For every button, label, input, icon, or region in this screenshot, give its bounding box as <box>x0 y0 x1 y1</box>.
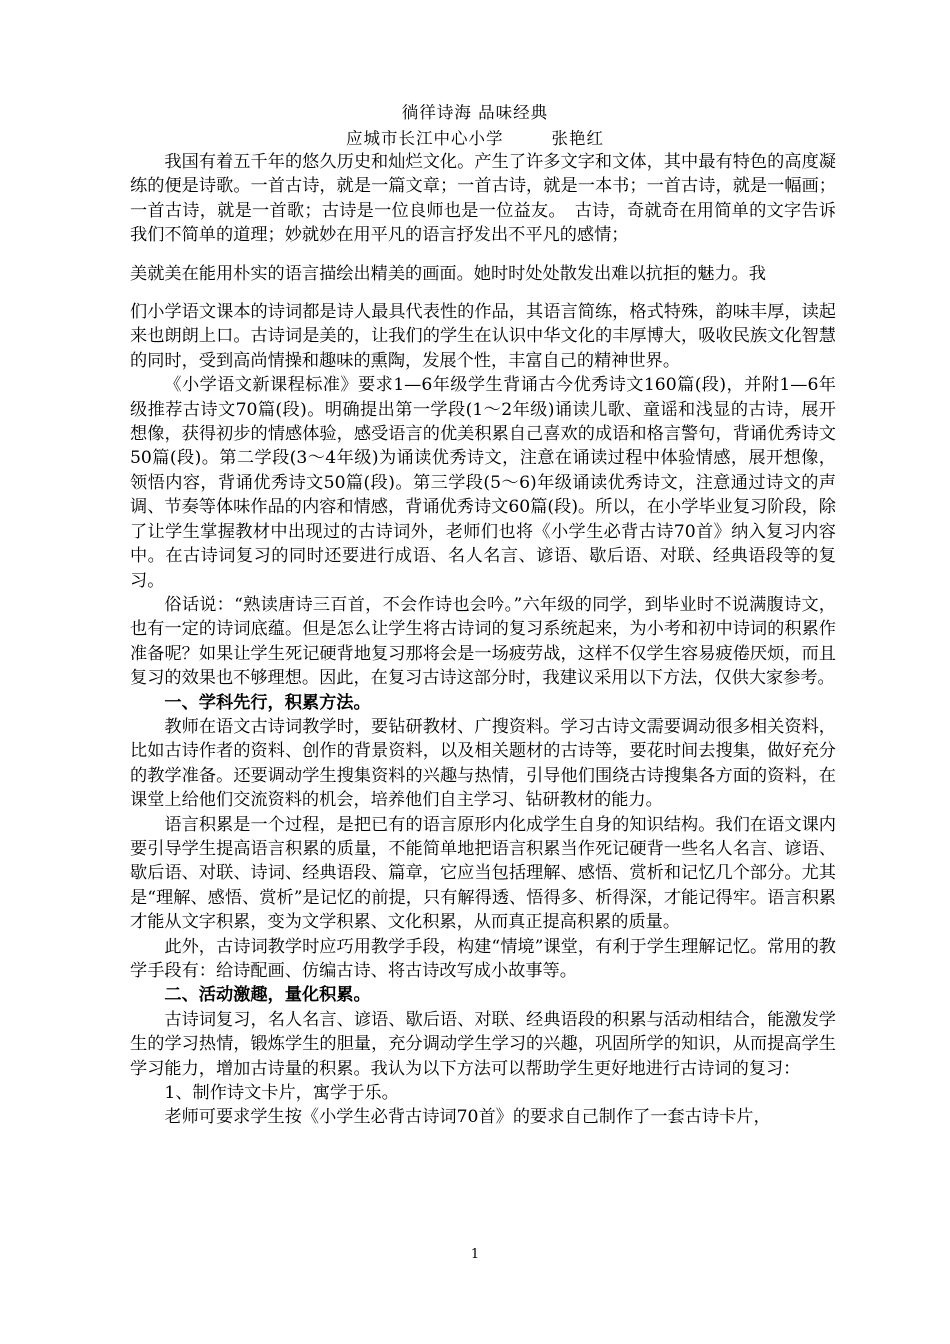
paragraph: 们小学语文课本的诗词都是诗人最具代表性的作品，其语言简练，格式特殊，韵味丰厚，读起来也朗朗上口。古诗词是美的，让我们的学生在认识中华文化的丰厚博大，吸收民族文化智慧的同时，受到高尚情操和趣味的熏陶，发展个性，丰富自己的精神世界。 <box>130 302 836 371</box>
section-heading: 二、活动激趣，量化积累。 <box>164 985 371 1006</box>
paragraph: 我国有着五千年的悠久历史和灿烂文化。产生了许多文字和文体，其中最有特色的高度凝练的便是诗歌。一首古诗，就是一篇文章；一首古诗，就是一本书；一首古诗，就是一幅画；一首古诗，就是一首歌；古诗是一位良师也是一位益友。 古诗，奇就奇在用简单的文字告诉我们不简单的道理；妙就妙在用平凡的语言抒发出不平凡的感情； <box>130 152 836 246</box>
page-number: 1 <box>470 1247 480 1262</box>
paragraph: 美就美在能用朴实的语言描绘出精美的画面。她时时处处散发出难以抗拒的魅力。我 <box>130 263 766 284</box>
author-line <box>0 126 950 152</box>
paragraph: 《小学语文新课程标准》要求1—6年级学生背诵古今优秀诗文160篇(段)，并附1—6年级推荐古诗文70篇(段)。明确提出第一学段(1～2年级)诵读儿歌、童谣和浅显的古诗，展开想像，获得初步的情感体验，感受语言的优美积累自己喜欢的成语和格言警句，背诵优秀诗文50篇(段)。第二学段(3～4年级)为诵读优秀诗文，注意在诵读过程中体验情感，展开想像，领悟内容，背诵优秀诗文50篇(段)。第三学段(5～6)年级诵读优秀诗文，注意通过诗文的声调、节奏等体味作品的内容和情感，背诵优秀诗文60篇(段)。所以，在小学毕业复习阶段，除了让学生掌握教材中出现过的古诗词外，老师们也将《小学生必背古诗70首》纳入复习内容中。在古诗词复习的同时还要进行成语、名人名言、谚语、歇后语、对联、经典语段等的复习。 <box>130 375 836 591</box>
article-title: 徜徉诗海 品味经典 <box>401 103 549 122</box>
school-name: 应城市长江中心小学 <box>346 129 504 148</box>
list-item: 1、制作诗文卡片，寓学于乐。 <box>164 1083 399 1104</box>
article-body <box>130 150 836 1130</box>
section-heading: 一、学科先行，积累方法。 <box>164 692 371 713</box>
paragraph: 俗话说：“熟读唐诗三百首，不会作诗也会吟。”六年级的同学，到毕业时不说满腹诗文，也有一定的诗词底蕴。但是怎么让学生将古诗词的复习系统起来，为小考和初中诗词的积累作准备呢？如果让学生死记硬背地复习那将会是一场疲劳战，这样不仅学生容易疲倦厌烦，而且复习的效果也不够理想。因此，在复习古诗这部分时，我建议采用以下方法，仅供大家参考。 <box>130 594 836 689</box>
author-name: 张艳红 <box>551 129 604 148</box>
paragraph: 教师在语文古诗词教学时，要钻研教材、广搜资料。学习古诗文需要调动很多相关资料，比如古诗作者的资料、创作的背景资料，以及相关题材的古诗等，要花时间去搜集，做好充分的教学准备。还要调动学生搜集资料的兴趣与热情，引导他们围绕古诗搜集各方面的资料，在课堂上给他们交流资料的机会，培养他们自主学习、钻研教材的能力。 <box>130 716 836 811</box>
paragraph: 此外，古诗词教学时应巧用教学手段，构建“情境”课堂，有利于学生理解记忆。常用的教学手段有：给诗配画、仿编古诗、将古诗改写成小故事等。 <box>130 936 836 981</box>
paragraph: 老师可要求学生按《小学生必背古诗词70首》的要求自己制作了一套古诗卡片， <box>164 1107 771 1128</box>
paragraph: 语言积累是一个过程，是把已有的语言原形内化成学生自身的知识结构。我们在语文课内要引导学生提高语言积累的质量，不能简单地把语言积累当作死记硬背一些名人名言、谚语、歇后语、对联、诗词、经典语段、篇章，它应当包括理解、感悟、赏析和记忆几个部分。尤其是“理解、感悟、赏析”是记忆的前提，只有解得透、悟得多、析得深，才能记得牢。语言积累才能从文字积累，变为文学积累、文化积累，从而真正提高积累的质量。 <box>130 814 836 933</box>
paragraph: 古诗词复习，名人名言、谚语、歇后语、对联、经典语段的积累与活动相结合，能激发学生的学习热情，锻炼学生的胆量，充分调动学生学习的兴趣，巩固所学的知识，从而提高学生学习能力，增加古诗量的积累。我认为以下方法可以帮助学生更好地进行古诗词的复习： <box>130 1009 836 1079</box>
